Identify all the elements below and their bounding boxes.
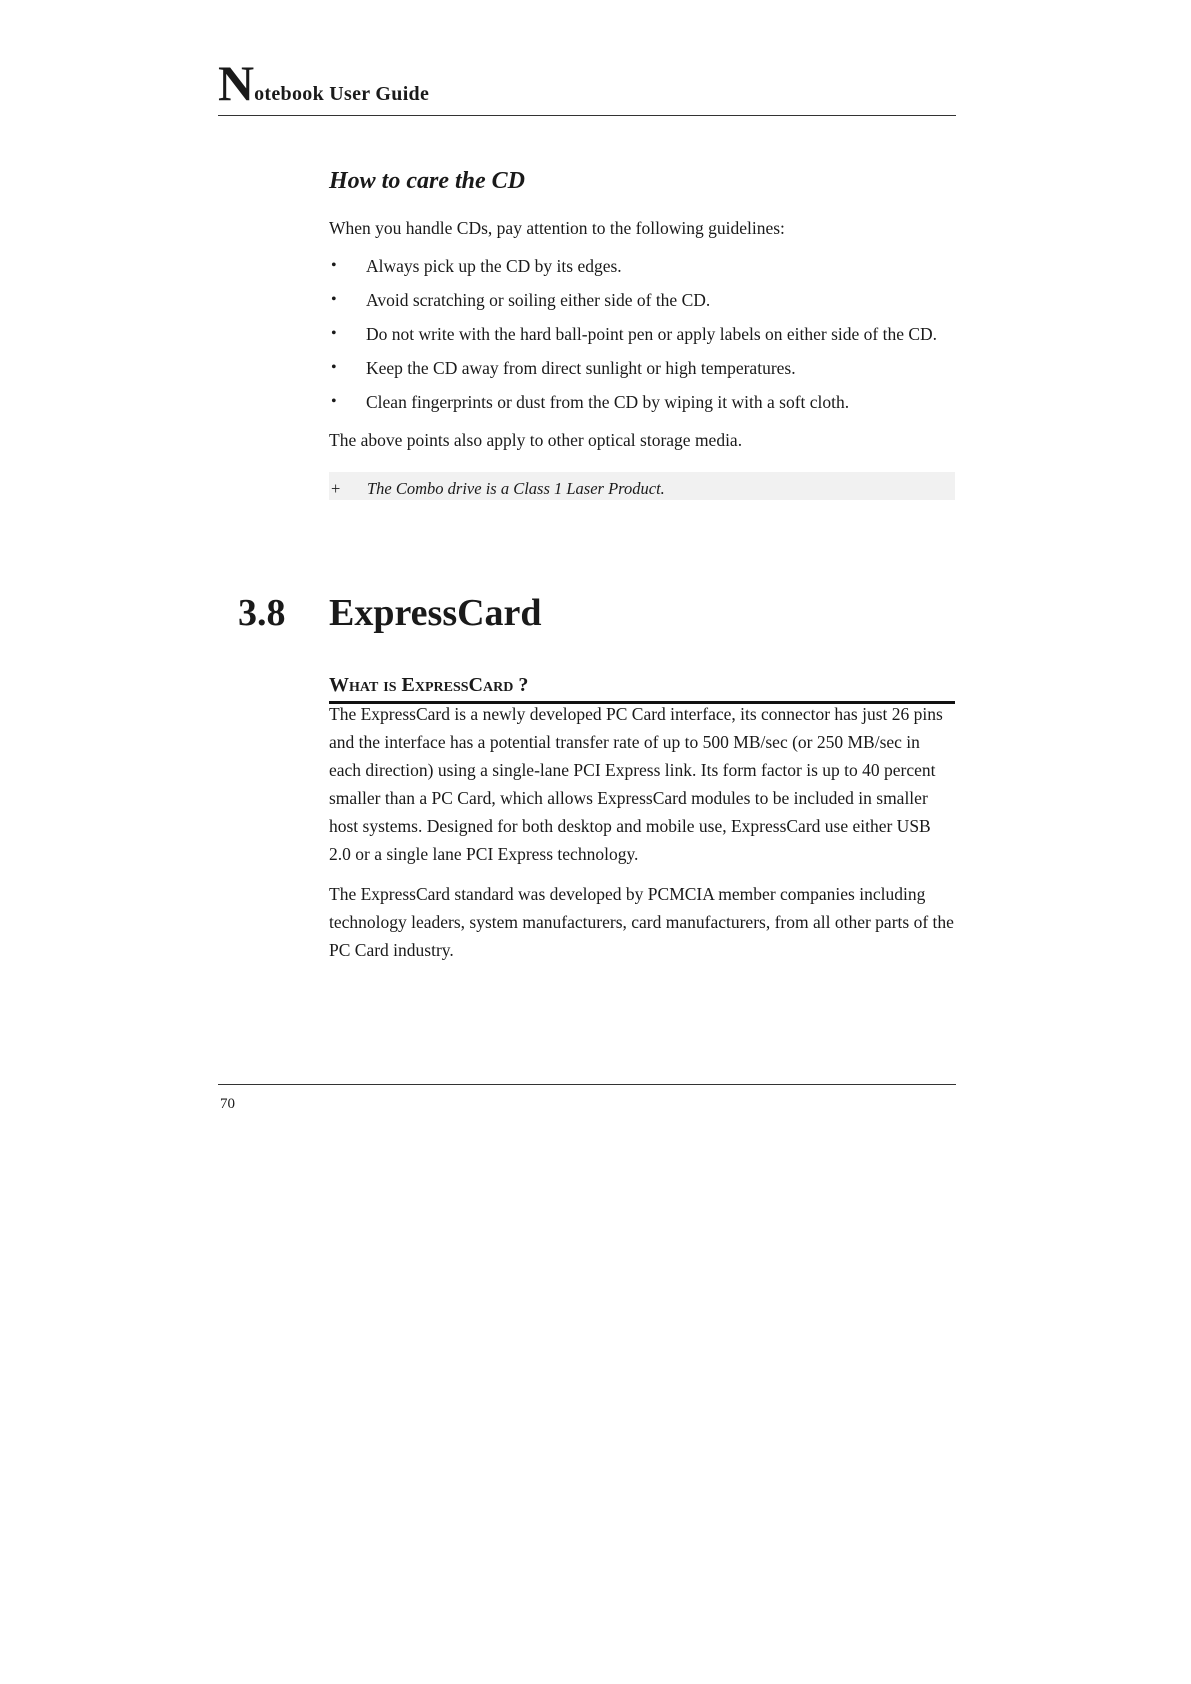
footer-rule [218, 1084, 956, 1085]
what-is-expresscard-heading: What is ExpressCard ? [329, 672, 955, 704]
list-item [329, 252, 955, 280]
section-heading [238, 591, 542, 635]
note-box [329, 472, 955, 500]
header-title-initial: N [218, 55, 255, 111]
header-title [218, 55, 430, 111]
list-item-text: Do not write with the hard ball-point pen or apply labels on either side of the CD. [366, 324, 938, 344]
care-cd-guidelines-list [329, 252, 955, 416]
what-is-expresscard-body [329, 700, 955, 976]
note-text: The Combo drive is a Class 1 Laser Product. [367, 479, 665, 498]
list-item [329, 320, 955, 348]
care-cd-title: How to care the CD [329, 168, 525, 194]
care-cd-closing: The above points also apply to other optical storage media. [329, 430, 743, 450]
bullet-icon: • [331, 359, 337, 376]
header-rule [218, 115, 956, 116]
list-item-text: Always pick up the CD by its edges. [366, 256, 622, 276]
section-title: ExpressCard [329, 592, 542, 635]
expresscard-paragraph-1: The ExpressCard is a newly developed PC Card interface, its connector has just 26 pins and the interface has a potential transfer rate of up to 500 MB/sec (or 250 MB/sec in each direction) using a single-lane PCI Express link. Its form factor is up to 40 percent smaller than a PC Card, which allows ExpressCard modules to be included in smaller host systems. Designed for both desktop and mobile use, ExpressCard use either USB 2.0 or a single lane PCI Express technology. [329, 704, 943, 864]
bullet-icon: • [331, 257, 337, 274]
list-item-text: Keep the CD away from direct sunlight or high temperatures. [366, 358, 796, 378]
expresscard-paragraph-2: The ExpressCard standard was developed by PCMCIA member companies including technology leaders, system manufacturers, card manufacturers, from all other parts of the PC Card industry. [329, 884, 954, 960]
list-item-text: Avoid scratching or soiling either side of the CD. [366, 290, 711, 310]
care-cd-intro: When you handle CDs, pay attention to the following guidelines: [329, 218, 785, 238]
bullet-icon: • [331, 291, 337, 308]
list-item [329, 286, 955, 314]
list-item [329, 354, 955, 382]
running-header [218, 55, 956, 116]
bullet-icon: • [331, 393, 337, 410]
note-plus-icon: + [331, 479, 341, 498]
list-item-text: Clean fingerprints or dust from the CD by wiping it with a soft cloth. [366, 392, 850, 412]
section-number: 3.8 [238, 592, 286, 635]
header-title-rest: otebook User Guide [254, 83, 430, 105]
care-cd-section [329, 166, 955, 500]
list-item [329, 388, 955, 416]
bullet-icon: • [331, 325, 337, 342]
page-number: 70 [220, 1096, 235, 1112]
